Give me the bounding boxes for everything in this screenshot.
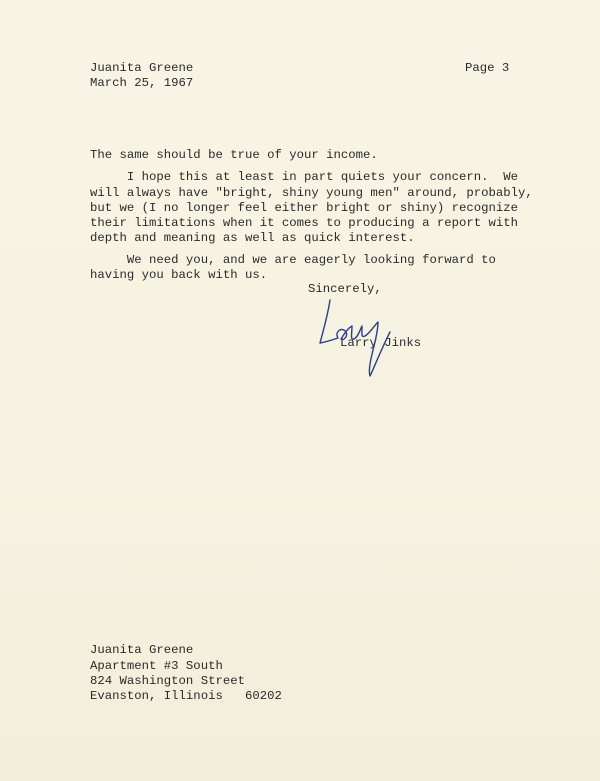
header-date: March 25, 1967	[90, 76, 194, 90]
paragraph-line: depth and meaning as well as quick interest.	[90, 231, 415, 245]
paragraph-line: their limitations when it comes to producing a report with	[90, 216, 519, 230]
address-line-3: Evanston, Illinois 60202	[90, 689, 282, 703]
closing-salutation: Sincerely,	[308, 282, 382, 296]
address-name: Juanita Greene	[90, 643, 194, 657]
signer-name: Larry Jinks	[340, 336, 422, 350]
header-recipient-name: Juanita Greene	[90, 61, 194, 75]
address-line-1: Apartment #3 South	[90, 659, 223, 673]
page-number: Page 3	[465, 61, 510, 75]
address-line-2: 824 Washington Street	[90, 674, 245, 688]
paragraph-line: having you back with us.	[90, 268, 268, 282]
paragraph-line: but we (I no longer feel either bright or shiny) recognize	[90, 201, 519, 215]
paragraph-line: I hope this at least in part quiets your concern. We	[90, 170, 519, 184]
handwritten-signature	[308, 288, 400, 380]
paragraph-line: We need you, and we are eagerly looking forward to	[90, 253, 496, 267]
paragraph-line: will always have "bright, shiny young men" around, probably,	[90, 186, 533, 200]
body-line-1: The same should be true of your income.	[90, 148, 378, 162]
